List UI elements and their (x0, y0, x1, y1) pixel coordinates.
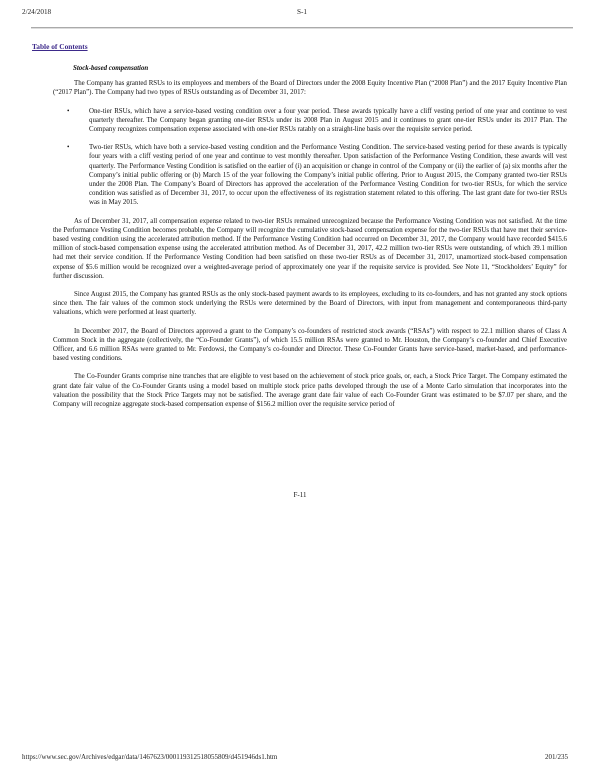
page-count: 201/235 (545, 753, 568, 761)
source-url: https://www.sec.gov/Archives/edgar/data/1467623/000119312518055809/d451946ds1.htm (22, 753, 278, 761)
list-item-text: Two-tier RSUs, which have both a service-based vesting condition and the Performance Vesting Condition. The service-based vesting period for these awards is typically four years with a cliff vesting period of one year and continue to vest monthly thereafter. Upon satisfaction of the Performance Vesting Condition, these awards will vest quarterly. The Performance Vesting Condition is satisfied on the earlier of (i) an acquisition or change in control of the Company or (ii) the earlier of (a) six months after the Company’s initial public offering or (b) March 15 of the year following the Company’s initial public offering. Prior to August 2015, the Company granted two-tier RSUs under the 2008 Plan. The Company’s Board of Directors has approved the acceleration of the Performance Vesting Condition for two-tier RSUs, for which the service condition was satisfied as of December 31, 2017, to occur upon the effectiveness of its registration statement related to this offering. The last grant date for two-tier RSUs was in May 2015. (89, 144, 567, 207)
paragraph: Since August 2015, the Company has granted RSUs as the only stock-based payment awards to its employees, excluding to its co-founders, and has not granted any stock options since then. The fair values of the common stock underlying the RSUs were determined by the Board of Directors, with input from management and contemporaneous third-party valuations, which were performed at least quarterly. (53, 291, 567, 317)
rsu-types-list (53, 107, 567, 208)
header-divider (31, 27, 573, 29)
list-item-text: One-tier RSUs, which have a service-based vesting condition over a four year period. These awards typically have a cliff vesting period of one year and continue to vest quarterly thereafter. The Company began granting one-tier RSUs under its 2008 Plan in August 2015 and it continues to grant one-tier RSUs under its 2017 Plan. The Company recognizes compensation expense associated with one-tier RSUs ratably on a straight-line basis over the requisite service period. (89, 107, 567, 134)
list-item (53, 107, 567, 135)
section-heading: Stock-based compensation (73, 65, 149, 72)
bullet-icon: • (67, 144, 70, 152)
print-title: S-1 (297, 8, 307, 16)
paragraph: The Co-Founder Grants comprise nine tranches that are eligible to vest based on the achievement of stock price goals, or, each, a Stock Price Target. The Company estimated the grant date fair value of the Co-Founder Grants using a model based on multiple stock price paths developed through the use of a Monte Carlo simulation that incorporates into the valuation the possibility that the Stock Price Targets may not be satisfied. The average grant date fair value of each Co-Founder Grant was estimated to be $7.07 per share, and the Company will recognize aggregate stock-based compensation expense of $156.2 million over the requisite service period of (53, 373, 567, 409)
paragraph: As of December 31, 2017, all compensation expense related to two-tier RSUs remained unrecognized because the Performance Vesting Condition was not satisfied. At the time the Performance Vesting Condition becomes probable, the Company will recognize the cumulative stock-based compensation expense for the two-tier RSUs that have met their service-based vesting condition using the accelerated attribution method. If the Performance Vesting Condition had occurred on December 31, 2017, the Company would have recorded $415.6 million of stock-based compensation expense using the accelerated attribution method. As of December 31, 2017, 42.2 million two-tier RSUs were outstanding, of which 39.1 million had met their service condition. If the Performance Vesting Condition had been satisfied on these two-tier RSUs as of December 31, 2017, unamortized stock-based compensation expense of $5.6 million would be recognized over a weighted-average period of approximately one year if the requisite service is provided. See Note 11, “Stockholders’ Equity” for further discussion. (53, 217, 567, 280)
bullet-icon: • (67, 107, 70, 115)
intro-paragraph: The Company has granted RSUs to its employees and members of the Board of Directors under the 2008 Equity Incentive Plan (“2008 Plan”) and the 2017 Equity Incentive Plan (“2017 Plan”). The Company had two types of RSUs outstanding as of December 31, 2017: (53, 80, 567, 97)
page-number: F-11 (293, 491, 307, 499)
document-body (53, 64, 567, 418)
table-of-contents-link[interactable]: Table of Contents (32, 42, 88, 51)
list-item (53, 143, 567, 207)
print-date: 2/24/2018 (22, 8, 52, 16)
paragraph: In December 2017, the Board of Directors approved a grant to the Company’s co-founders of restricted stock awards (“RSAs”) with respect to 22.1 million shares of Class A Common Stock in the aggregate (collectively, the “Co-Founder Grants”), of which 15.5 million RSAs were granted to Mr. Houston, the Company’s co-founder and Chief Executive Officer, and 6.6 million RSAs were granted to Mr. Ferdowsi, the Company’s co-founder and Director. These Co-Founder Grants have service-based, market-based, and performance-based vesting conditions. (53, 327, 567, 363)
